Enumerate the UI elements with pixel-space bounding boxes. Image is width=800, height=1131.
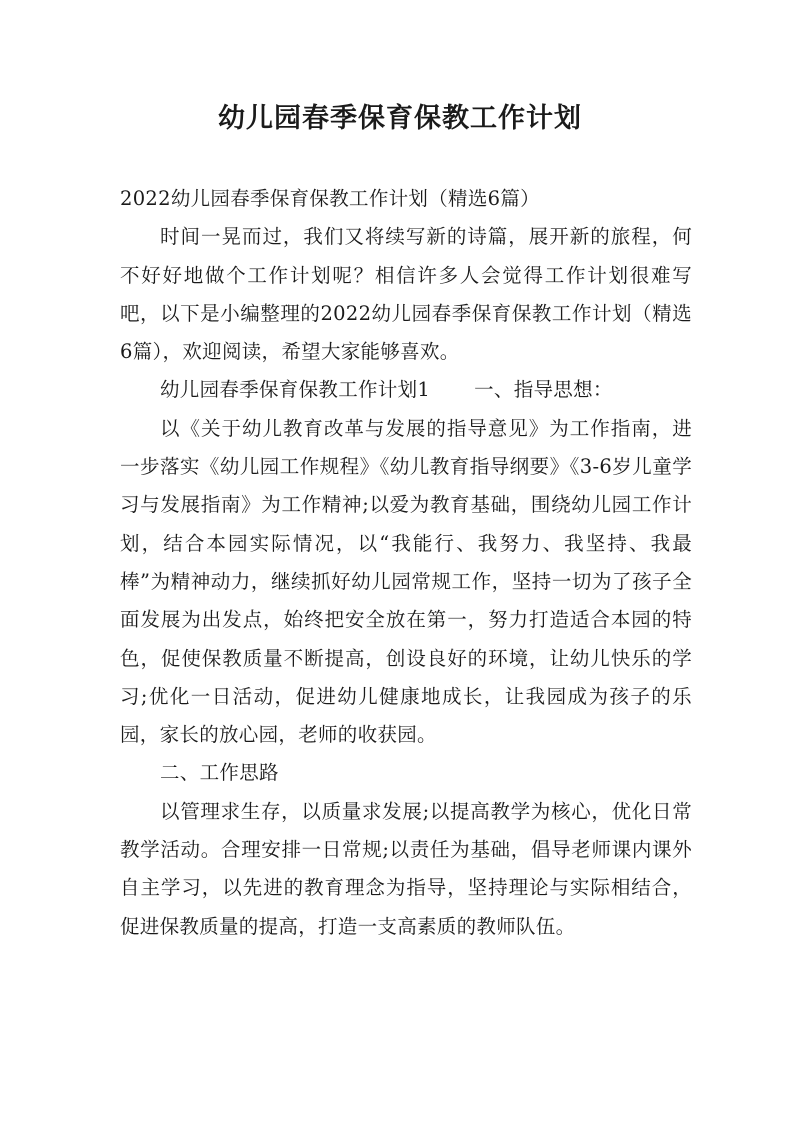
section1-paragraph: 以《关于幼儿教育改革与发展的指导意见》为工作指南，进一步落实《幼儿园工作规程》《幼儿教育指导纲要》《3-6岁儿童学习与发展指南》为工作精神;以爱为教育基础，围绕幼儿园工作计划，结合本园实际情况，以“我能行、我努力、我坚持、我最棒”为精神动力，继续抓好幼儿园常规工作，坚持一切为了孩子全面发展为出发点，始终把安全放在第一，努力打造适合本园的特色，促使保教质量不断提高，创设良好的环境，让幼儿快乐的学习;优化一日活动，促进幼儿健康地成长，让我园成为孩子的乐园，家长的放心园，老师的收获园。 <box>120 416 692 747</box>
section2-paragraph: 以管理求生存，以质量求发展;以提高教学为核心，优化日常教学活动。合理安排一日常规;以责任为基础，倡导老师课内课外自主学习，以先进的教育理念为指导，坚持理论与实际相结合，促进保教质量的提高，打造一支高素质的教师队伍。 <box>120 799 692 938</box>
plan-heading: 幼儿园春季保育保教工作计划1 <box>160 378 431 402</box>
intro-paragraph: 时间一晃而过，我们又将续写新的诗篇，展开新的旅程，何不好好地做个工作计划呢？相信许多人会觉得工作计划很难写吧，以下是小编整理的2022幼儿园春季保育保教工作计划（精选6篇），欢迎阅读，希望大家能够喜欢。 <box>120 225 692 364</box>
document-body <box>120 180 692 946</box>
document-title: 幼儿园春季保育保教工作计划 <box>218 103 582 134</box>
section1-heading: 一、指导思想： <box>474 378 613 402</box>
subtitle: 2022幼儿园春季保育保教工作计划（精选6篇） <box>120 187 540 210</box>
plan-heading-line <box>120 371 692 409</box>
section2-heading: 二、工作思路 <box>160 761 279 785</box>
